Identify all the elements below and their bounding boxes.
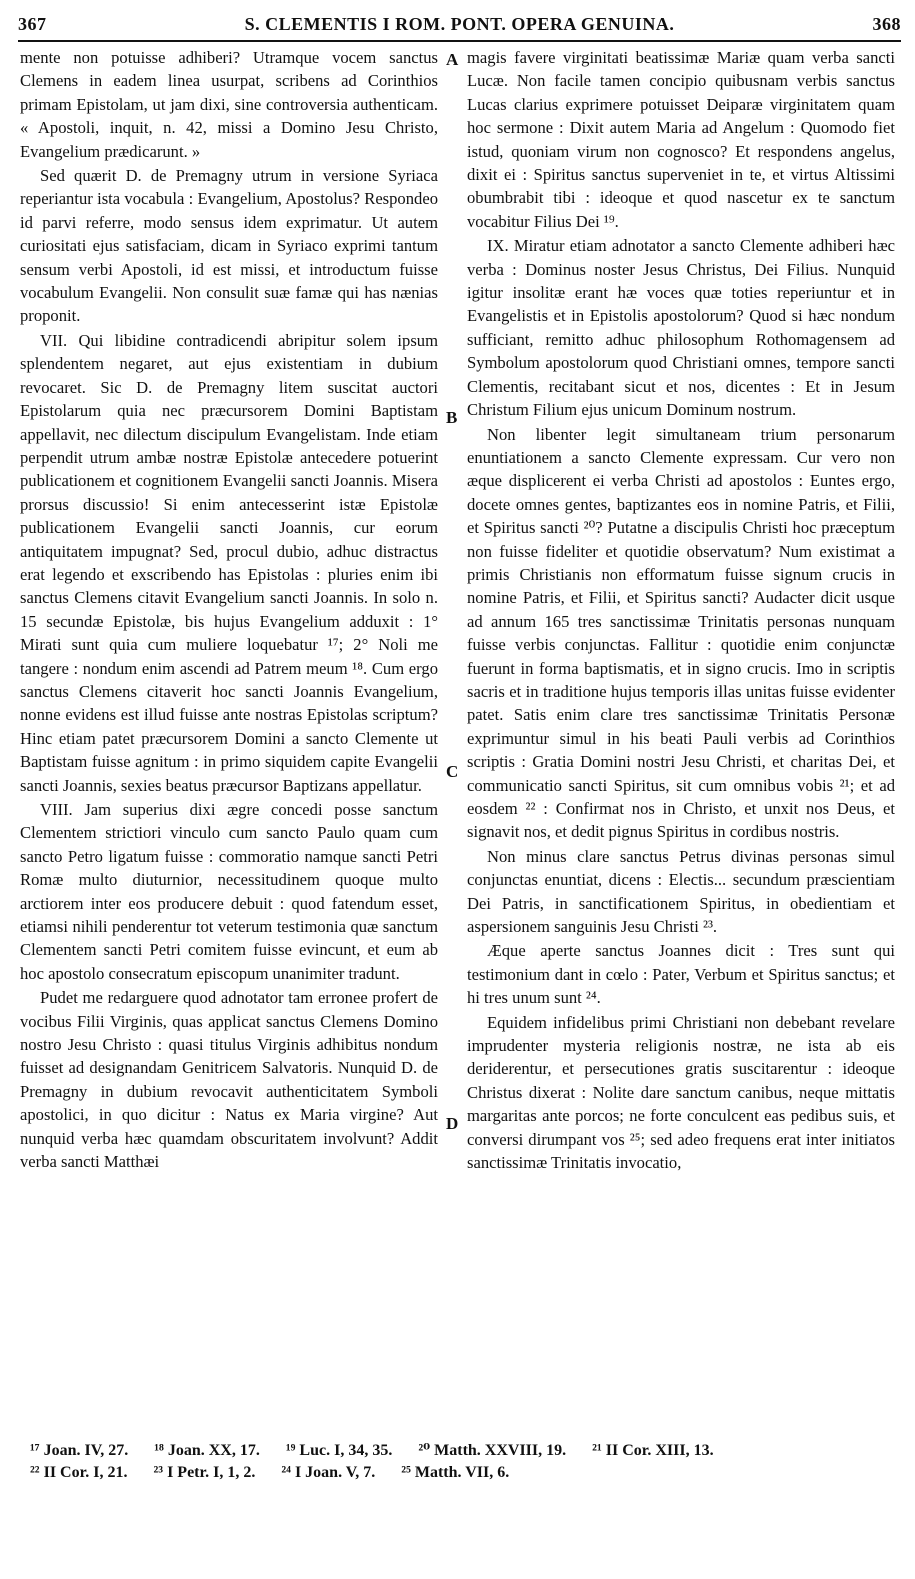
paragraph: IX. Miratur etiam adnotator a sancto Clemente adhiberi hæc verba : Dominus noster Jesus Christus, Dei Filius. Nunquid igitur insolitæ erant hæ voces quæ toties reperiuntur et in Evangelistis et in Epistolis apostolorum? Quod si hæc nondum sufficiant, remitto adhuc philosophum Rothomagensem ad Symbolum apostolorum quod Christiani omnes, tempore sancti Clementis, recitabant sicut et nos, dicentes : Et in Jesum Christum Filium ejus unicum Dominum nostrum.: [467, 236, 895, 420]
margin-marker-a: A: [446, 50, 459, 69]
paragraph: Pudet me redarguere quod adnotator tam erronee profert de vocibus Filii Virginis, quas applicat sanctus Clemens Domino nostro Jesu Christo : quasi titulus Virginis adhibitus nondum fuisset ad designandam Genitricem Salvatoris. Nunquid D. de Premagny in dubium revocavit authenticitatem Symboli apostolici, in quo dicitur : Natus ex Maria virgine? Aut nunquid verba hæc quamdam obscuritatem involvunt? Addit verba sancti Matthæi: [20, 988, 438, 1172]
footnote: ²² II Cor. I, 21.: [30, 1464, 128, 1481]
footnote: ¹⁸ Joan. XX, 17.: [154, 1442, 260, 1459]
paragraph: Non libenter legit simultaneam trium personarum enuntiationem a sancto Clemente expressam. Cur vero non æque displicerent ei verba Christi ad apostolos : Euntes ergo, docete omnes gentes, baptizantes eos in nomine Patris, et Filii, et Spiritus sancti ²⁰? Putatne a discipulis Christi hoc præceptum non fuisse fideliter et quotidie observatum? Num existimat a primis Christianis non efformatum fuisse signum crucis in nomine Patris, et Filii, et Spiritus sancti? Audacter dicit usque ad annum 165 tres sanctissimæ Trinitatis personas nunquam fuisse verbis conjunctas. Fallitur : quotidie enim conjunctæ fuerunt in forma baptismatis, et in signo crucis. Imo in scriptis sacris et in traditione hujus temporis illas unitas fuisse evidenter patet. Satis enim clare tres sanctissimæ Trinitatis Personæ exprimuntur simul in his beati Pauli verbis ad Corinthios scriptis : Gratia Domini nostri Jesu Christi, et charitas Dei, et communicatio sancti Spiritus, sit cum omnibus vobis ²¹; et ad eosdem ²² : Confirmat nos in Christo, et unxit nos Deus, et signavit nos, et dedit pignus Spiritus in cordibus nostris.: [467, 424, 895, 842]
header-rule: [18, 40, 901, 42]
footnote: ²³ I Petr. I, 1, 2.: [153, 1464, 256, 1481]
footnote: ¹⁷ Joan. IV, 27.: [30, 1442, 129, 1459]
page-number-left: 367: [18, 14, 47, 34]
margin-marker-c: C: [446, 762, 459, 781]
footnote: ¹⁹ Luc. I, 34, 35.: [285, 1442, 393, 1459]
paragraph: magis favere virginitati beatissimæ Mariæ quam verba sancti Lucæ. Non facile tamen concipio quibusnam verbis sanctus Lucas clarius exprimere potuisset Deiparæ virginitatem quam hoc sermone : Dixit autem Maria ad Angelum : Quomodo fiet istud, quoniam virum non cognosco? Et respondens angelus, dixit ei : Spiritus sanctus superveniet in te, et virtus Altissimi obumbrabit tibi : ideoque et quod nascetur ex te sanctum vocabitur Filius Dei ¹⁹.: [467, 48, 895, 231]
footnote: ²⁰ Matth. XXVIII, 19.: [418, 1442, 567, 1459]
running-title: S. CLEMENTIS I ROM. PONT. OPERA GENUINA.: [244, 14, 675, 34]
footnote: ²⁴ I Joan. V, 7.: [281, 1464, 376, 1481]
paragraph: Non minus clare sanctus Petrus divinas personas simul conjunctas enuntiat, dicens : Electis... secundum præscientiam Dei Patris, in sanctificationem Spiritus, in obedientiam et aspersionem sanguinis Jesu Christi ²³.: [467, 846, 895, 937]
margin-marker-d: D: [446, 1114, 459, 1133]
paragraph: VII. Qui libidine contradicendi abripitur solem ipsum splendentem negaret, aut ejus existentiam in dubium revocaret. Sic D. de Premagny litem suscitat auctori Epistolarum quia nec præcursorem Domini Baptistam appellavit, nec dilectum discipulum Evangelistam. Inde etiam perpendit utrum ambæ nostræ Epistolæ antecedere potuerint publicationem et cognitionem Evangelii sancti Joannis. Misera prorsus discussio! Si enim antecesserint istæ Epistolæ publicationem Evangelii sancti Joannis, cur eorum antiquitatem impugnat? Sed, procul dubio, adhuc distractus erat legendo et exscribendo has Epistolas : pluries enim ibi sanctus Clemens citavit Evangelium sancti Joannis. In solo n. 15 secundæ Epistolæ, bis hujus Evangelium adduxit : 1° Mirati sunt quia cum muliere loquebatur ¹⁷; 2° Noli me tangere : nondum enim ascendi ad Patrem meum ¹⁸. Cum ergo sanctus Clemens citaverit hoc sancti Joannis Evangelium, nonne evidens est illud fuisse ante nostras Epistolas scriptum? Hinc etiam patet præcursorem Domini a sancto Clemente ut Baptistam fuisse agnitum : in primo siquidem capite Evangelii sancti Joannis, sexies beatus præcursor Baptizans appellatur.: [20, 330, 438, 795]
footnote-line: [30, 1440, 901, 1462]
paragraph: mente non potuisse adhiberi? Utramque vocem sanctus Clemens in eadem linea usurpat, scribens ad Corinthios primam Epistolam, ut jam dixi, sine controversia authenticam. « Apostoli, inquit, n. 42, missi a Domino Jesu Christo, Evangelium prædicarunt. »: [20, 48, 438, 161]
paragraph: Æque aperte sanctus Joannes dicit : Tres sunt qui testimonium dant in cœlo : Pater, Verbum et Spiritus sanctus; et hi tres unum sunt ²⁴.: [467, 941, 895, 1008]
left-column: [20, 46, 438, 1175]
footnotes: [30, 1440, 901, 1484]
right-column: [467, 46, 895, 1176]
page-number-right: 368: [872, 14, 901, 34]
margin-marker-b: B: [446, 408, 458, 427]
running-header: [18, 14, 901, 42]
paragraph: VIII. Jam superius dixi ægre concedi posse sanctum Clementem strictiori vinculo cum sancto Paulo quam cum sancto Petro ligatum fuisse : commoratio namque sancti Petri Romæ multo diuturnior, necessitudinem quoque multo arctiorem inter eos producere debuit : quod fatendum esset, etiamsi nihili penderentur tot veterum testimonia quæ sanctum Clementem sancti Petri comitem fuisse evincunt, et eum ab hoc apostolo consecratum episcopum unanimiter tradunt.: [20, 800, 438, 983]
paragraph: Equidem infidelibus primi Christiani non debebant revelare imprudenter mysteria religionis nostræ, ne ista ab eis deriderentur, et persecutiones gratis suscitarentur : ideoque Christus dixerat : Nolite dare sanctum canibus, neque mittatis margaritas ante porcos; ne forte conculcent eas pedibus suis, et conversi dirumpant vos ²⁵; sed adeo frequens erat inter initiatos sanctissimæ Trinitatis invocatio,: [467, 1012, 895, 1173]
footnote-line: [30, 1462, 901, 1484]
footnote: ²¹ II Cor. XIII, 13.: [592, 1442, 714, 1459]
footnote: ²⁵ Matth. VII, 6.: [401, 1464, 510, 1481]
paragraph: Sed quærit D. de Premagny utrum in versione Syriaca reperiantur ista vocabula : Evangelium, Apostolus? Respondeo id parvi referre, modo sensus idem exprimatur. Ut autem curiositati ejus satisfaciam, dicam in Syriaco exprimi tantum sensum verbi Apostoli, id est missi, et introductum fuisse vocabulum Evangelii. Non consulit suæ famæ qui has nænias proponit.: [20, 166, 438, 326]
